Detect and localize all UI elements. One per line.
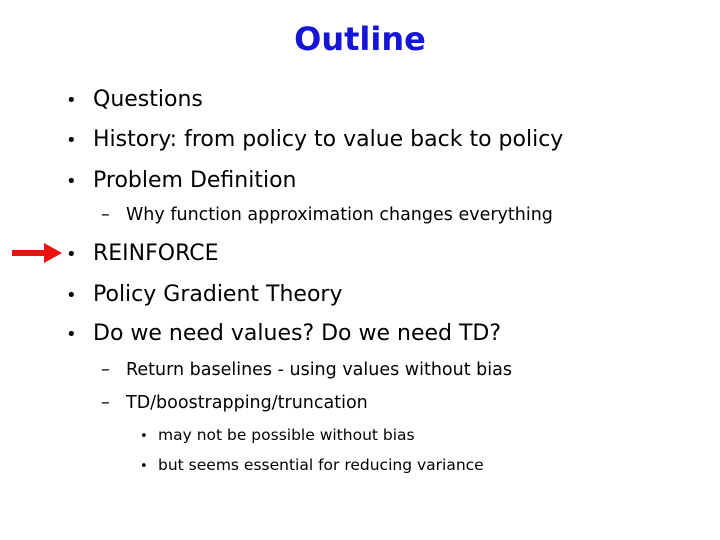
outline-item-text: History: from policy to value back to policy <box>93 127 564 152</box>
outline-item-text: but seems essential for reducing variance <box>158 456 484 474</box>
outline-item-history <box>66 127 563 152</box>
outline-item-text: Policy Gradient Theory <box>93 282 343 307</box>
bullet-mark: • <box>140 459 148 474</box>
outline-subitem-function-approximation <box>101 205 553 225</box>
dash-mark: – <box>101 360 110 380</box>
outline-item-text: Return baselines - using values without bias <box>126 360 512 380</box>
slide-title: Outline <box>294 20 426 58</box>
outline-item-text: TD/boostrapping/truncation <box>126 393 368 413</box>
outline-item-questions <box>66 87 203 112</box>
outline-item-text: may not be possible without bias <box>158 426 415 444</box>
outline-subsubitem-variance <box>140 456 484 474</box>
bullet-mark: • <box>66 244 77 265</box>
outline-subsubitem-bias <box>140 426 415 444</box>
outline-item-policy-gradient-theory <box>66 282 342 307</box>
outline-subitem-return-baselines <box>101 360 512 380</box>
outline-item-problem-definition <box>66 168 296 193</box>
bullet-mark: • <box>66 324 77 345</box>
dash-mark: – <box>101 205 110 225</box>
outline-item-values-td <box>66 321 501 346</box>
bullet-mark: • <box>66 130 77 151</box>
outline-item-text: REINFORCE <box>93 241 219 266</box>
dash-mark: – <box>101 393 110 413</box>
bullet-mark: • <box>66 171 77 192</box>
outline-item-text: Questions <box>93 87 203 112</box>
outline-item-reinforce <box>66 241 219 266</box>
bullet-mark: • <box>140 429 148 444</box>
outline-item-text: Do we need values? Do we need TD? <box>93 321 502 346</box>
bullet-mark: • <box>66 90 77 111</box>
outline-subitem-td-bootstrapping <box>101 393 368 413</box>
outline-item-text: Problem Definition <box>93 168 297 193</box>
outline-item-text: Why function approximation changes everything <box>126 205 553 225</box>
right-arrow-icon <box>12 243 62 263</box>
bullet-mark: • <box>66 285 77 306</box>
